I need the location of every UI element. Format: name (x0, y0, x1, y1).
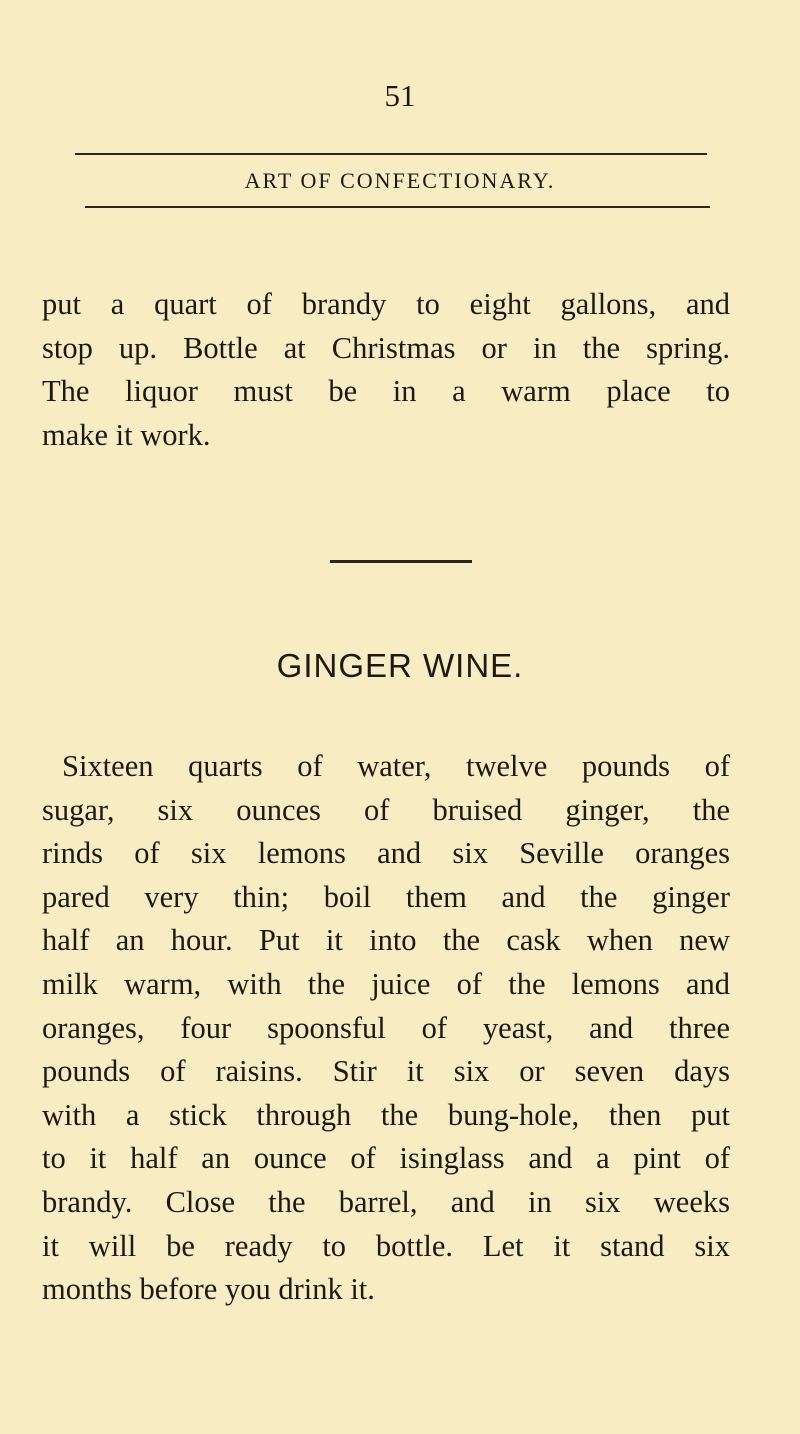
text-line: The liquor must be in a warm place to (42, 374, 730, 409)
header-rule-bottom (85, 206, 710, 208)
text-line: make it work. (42, 417, 211, 452)
continued-paragraph (42, 283, 730, 457)
text-line: with a stick through the bung-hole, then put (42, 1097, 730, 1132)
text-line: rinds of six lemons and six Seville oranges (42, 836, 730, 871)
text-line: months before you drink it. (42, 1272, 375, 1307)
page-number: 51 (384, 78, 416, 113)
running-title: ART OF CONFECTIONARY. (244, 168, 556, 193)
recipe-title: GINGER WINE. (276, 647, 524, 684)
text-line: pared very thin; boil them and the ginger (42, 879, 730, 914)
text-line: Sixteen quarts of water, twelve pounds of (62, 749, 730, 783)
text-line: sugar, six ounces of bruised ginger, the (42, 792, 730, 827)
text-line: milk warm, with the juice of the lemons and (42, 966, 730, 1001)
text-line: stop up. Bottle at Christmas or in the spring. (42, 330, 730, 365)
text-line: oranges, four spoonsful of yeast, and three (42, 1010, 730, 1045)
text-line: it will be ready to bottle. Let it stand six (42, 1228, 730, 1263)
recipe-paragraph (42, 745, 730, 1312)
text-line: half an hour. Put it into the cask when new (42, 923, 730, 958)
section-divider (330, 560, 472, 563)
text-line: brandy. Close the barrel, and in six weeks (42, 1184, 730, 1219)
header-rule-top (75, 153, 707, 155)
text-line: put a quart of brandy to eight gallons, and (42, 287, 730, 321)
text-line: pounds of raisins. Stir it six or seven days (42, 1054, 730, 1089)
text-line: to it half an ounce of isinglass and a pint of (42, 1141, 730, 1176)
